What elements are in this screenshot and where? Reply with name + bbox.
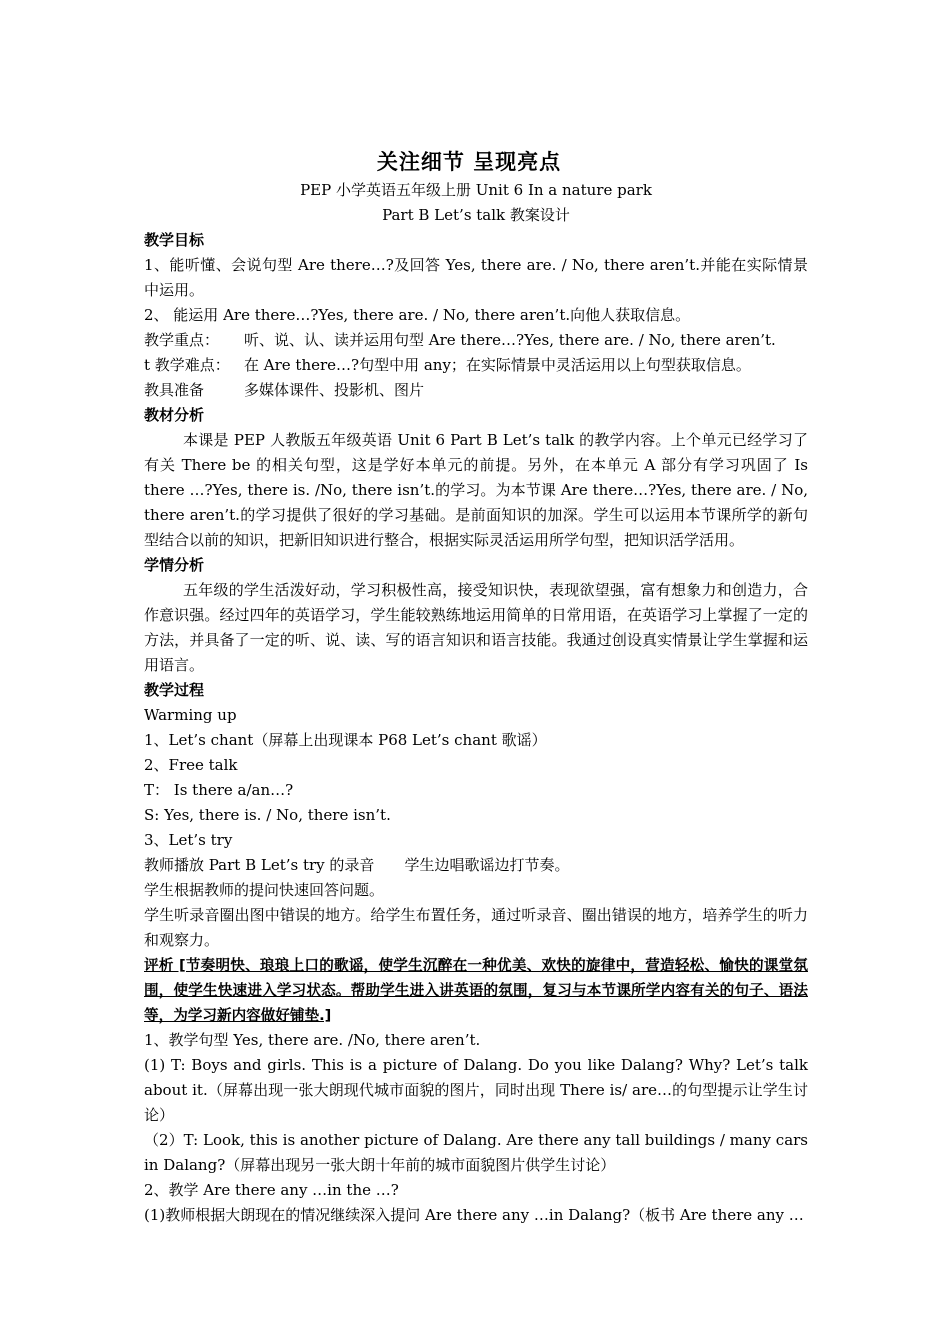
teacher-line: T： Is there a/an…?	[144, 781, 294, 799]
difficulties-row	[144, 353, 808, 378]
document-subtitle: PEP 小学英语五年级上册 Unit 6 In a nature park	[300, 181, 652, 199]
try-instruction-3: 学生听录音圈出图中错误的地方。给学生布置任务，通过听录音、圈出错误的地方，培养学生的听力和观察力。	[144, 906, 808, 949]
step-lets-try: 3、Let’s try	[144, 831, 233, 849]
teach-step-2: 2、教学 Are there any …in the …?	[144, 1181, 399, 1199]
try-instruction-1-b: 学生边唱歌谣边打节奏。	[404, 856, 570, 874]
key-points-row	[144, 328, 808, 353]
tools-row	[144, 378, 808, 403]
document-subtitle-part: Part B Let’s talk 教案设计	[382, 206, 570, 224]
section-heading-material: 教材分析	[144, 406, 205, 424]
teach-step-1: 1、教学句型 Yes, there are. /No, there aren’t.	[144, 1031, 481, 1049]
material-paragraph: 本课是 PEP 人教版五年级英语 Unit 6 Part B Let’s talk 的教学内容。上个单元已经学习了有关 There be 的相关句型，这是学好本单元的前提。另外，在本单元 A 部分有学习巩固了 Is there …?Yes, there is. /No, there isn’t.的学习。为本节课 Are there…?Yes, there are. / No, there aren’t.的学习提供了很好的学习基础。是前面知识的加深。学生可以运用本节课所学的新句型结合以前的知识，把新旧知识进行整合，根据实际灵活运用所学句型，把知识活学活用。	[144, 431, 808, 549]
goal-item-2: 2、 能运用 Are there…?Yes, there are. / No, there aren’t.向他人获取信息。	[144, 306, 691, 324]
tools-text: 多媒体课件、投影机、图片	[244, 381, 425, 399]
key-points-text: 听、说、认、读并运用句型 Are there…?Yes, there are. / No, there aren’t.	[244, 331, 776, 349]
goal-item-1: 1、能听懂、会说句型 Are there…?及回答 Yes, there are. / No, there aren’t.并能在实际情景中运用。	[144, 256, 808, 299]
step-chant: 1、Let’s chant（屏幕上出现课本 P68 Let’s chant 歌谣）	[144, 731, 547, 749]
try-instruction-2: 学生根据教师的提问快速回答问题。	[144, 881, 385, 899]
section-heading-process: 教学过程	[144, 681, 205, 699]
section-heading-students: 学情分析	[144, 556, 205, 574]
student-line: S: Yes, there is. / No, there isn’t.	[144, 806, 391, 824]
difficulties-text: 在 Are there…?句型中用 any；在实际情景中灵活运用以上句型获取信息。	[244, 356, 751, 374]
students-paragraph: 五年级的学生活泼好动，学习积极性高，接受知识快，表现欲望强，富有想象力和创造力，合作意识强。经过四年的英语学习，学生能较熟练地运用简单的日常用语，在英语学习上掌握了一定的方法，并具备了一定的听、说、读、写的语言知识和语言技能。我通过创设真实情景让学生掌握和运用语言。	[144, 581, 808, 674]
difficulties-label: t 教学难点：	[144, 356, 230, 374]
warming-up-label: Warming up	[144, 706, 237, 724]
teach-step-2-part-1: (1)教师根据大朗现在的情况继续深入提问 Are there any …in Dalang?（板书 Are there any …	[144, 1206, 804, 1224]
document-title: 关注细节 呈现亮点	[376, 149, 562, 174]
key-points-label: 教学重点：	[144, 331, 220, 349]
teach-step-1-part-2: （2）T: Look, this is another picture of Dalang. Are there any tall buildings / many cars in Dalang?（屏幕出现另一张大朗十年前的城市面貌图片供学生讨论）	[144, 1131, 808, 1174]
section-heading-goals: 教学目标	[144, 231, 205, 249]
commentary-note: 评析 [节奏明快、琅琅上口的歌谣，使学生沉醉在一种优美、欢快的旋律中，营造轻松、愉快的课堂氛围，使学生快速进入学习状态。帮助学生进入讲英语的氛围，复习与本节课所学内容有关的句子、语法等，为学习新内容做好铺垫.]	[144, 957, 808, 1024]
tools-label: 教具准备	[144, 381, 205, 399]
document-body	[144, 146, 808, 1228]
try-instruction-1-a: 教师播放 Part B Let’s try 的录音	[144, 856, 375, 874]
try-instruction-1	[144, 853, 808, 878]
step-free-talk: 2、Free talk	[144, 756, 238, 774]
teach-step-1-part-1: (1) T: Boys and girls. This is a picture of Dalang. Do you like Dalang? Why? Let’s talk about it.（屏幕出现一张大朗现代城市面貌的图片，同时出现 There is/ are…的句型提示让学生讨论）	[144, 1056, 808, 1124]
